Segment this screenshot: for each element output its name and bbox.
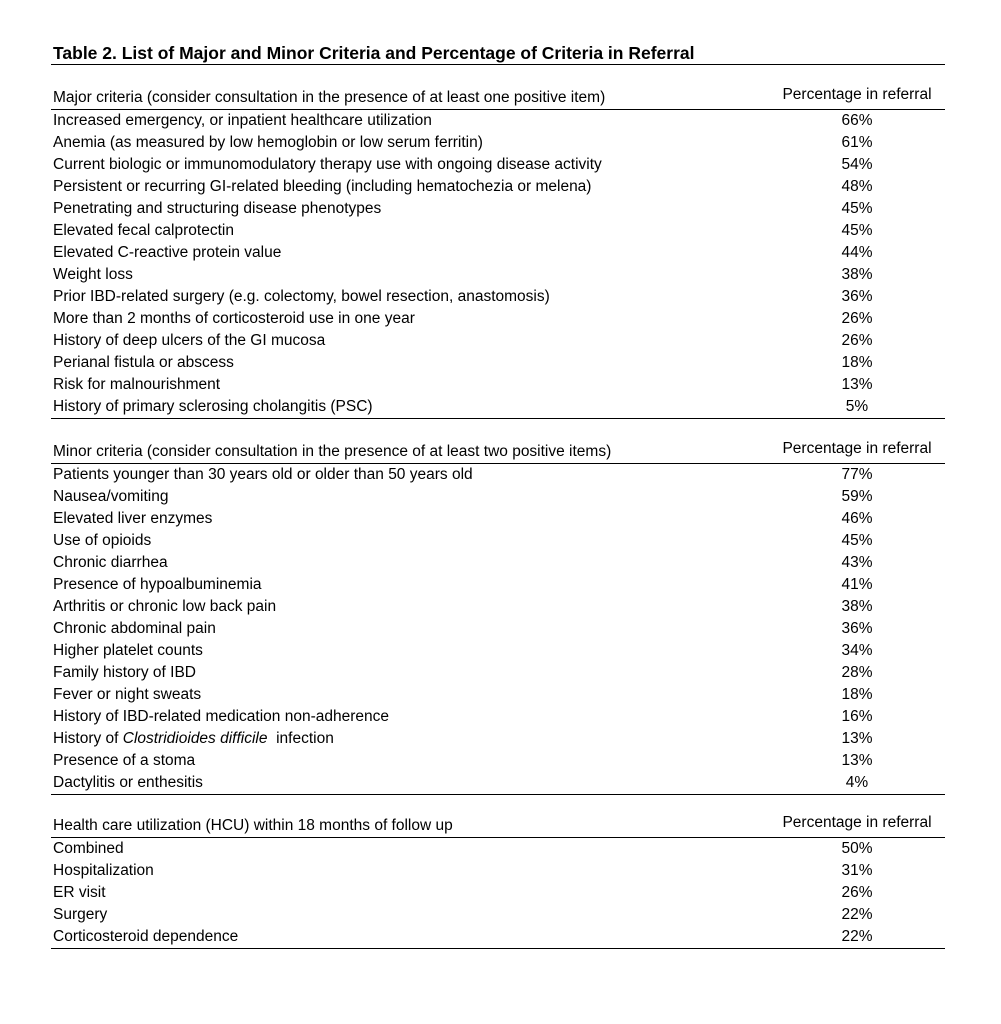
row-label: Presence of hypoalbuminemia bbox=[53, 576, 262, 593]
row-label: Penetrating and structuring disease phenotypes bbox=[53, 200, 382, 217]
row-label: History of deep ulcers of the GI mucosa bbox=[53, 332, 326, 349]
hcu-column-header: Percentage in referral bbox=[782, 814, 932, 831]
table-row bbox=[51, 198, 945, 220]
hcu-header-label: Health care utilization (HCU) within 18 months of follow up bbox=[53, 817, 453, 834]
table-row bbox=[51, 618, 945, 640]
minor-criteria-section bbox=[51, 441, 945, 795]
table-row bbox=[51, 640, 945, 662]
row-label: Surgery bbox=[53, 906, 108, 923]
table-row bbox=[51, 530, 945, 552]
hcu-section bbox=[51, 815, 945, 949]
row-percentage: 48% bbox=[841, 178, 873, 195]
row-label: Presence of a stoma bbox=[53, 752, 196, 769]
row-label: Chronic diarrhea bbox=[53, 554, 168, 571]
row-percentage: 43% bbox=[841, 554, 873, 571]
row-label: Elevated C-reactive protein value bbox=[53, 244, 282, 261]
row-percentage: 38% bbox=[841, 266, 873, 283]
minor-end-rule bbox=[51, 794, 945, 795]
row-label-suffix: infection bbox=[267, 730, 334, 747]
row-percentage: 45% bbox=[841, 532, 873, 549]
major-rows bbox=[51, 110, 945, 418]
table-row bbox=[51, 926, 945, 948]
row-label: Patients younger than 30 years old or older than 50 years old bbox=[53, 466, 473, 483]
table-row bbox=[51, 750, 945, 772]
table-row bbox=[51, 464, 945, 486]
row-percentage: 41% bbox=[841, 576, 873, 593]
table-row bbox=[51, 508, 945, 530]
row-label: Elevated liver enzymes bbox=[53, 510, 213, 527]
row-label: Hospitalization bbox=[53, 862, 154, 879]
minor-rows bbox=[51, 464, 945, 794]
table-row bbox=[51, 154, 945, 176]
row-label: Fever or night sweats bbox=[53, 686, 202, 703]
table-row bbox=[51, 176, 945, 198]
table-row bbox=[51, 684, 945, 706]
row-label: Prior IBD-related surgery (e.g. colectomy, bowel resection, anastomosis) bbox=[53, 288, 550, 305]
row-label: Chronic abdominal pain bbox=[53, 620, 216, 637]
table-row bbox=[51, 662, 945, 684]
table-row bbox=[51, 220, 945, 242]
table-row bbox=[51, 330, 945, 352]
table-row bbox=[51, 772, 945, 794]
row-percentage: 16% bbox=[841, 708, 873, 725]
row-percentage: 31% bbox=[841, 862, 873, 879]
minor-header-row bbox=[51, 441, 945, 463]
row-percentage: 5% bbox=[845, 398, 869, 415]
row-percentage: 26% bbox=[841, 332, 873, 349]
hcu-header-row bbox=[51, 815, 945, 837]
table-row bbox=[51, 552, 945, 574]
major-criteria-section bbox=[51, 87, 945, 419]
row-percentage: 22% bbox=[841, 928, 873, 945]
row-percentage: 50% bbox=[841, 840, 873, 857]
table-row bbox=[51, 728, 945, 750]
row-label: ER visit bbox=[53, 884, 106, 901]
table-row bbox=[51, 374, 945, 396]
row-percentage: 13% bbox=[841, 376, 873, 393]
row-label: Increased emergency, or inpatient healthcare utilization bbox=[53, 112, 432, 129]
row-percentage: 45% bbox=[841, 200, 873, 217]
table-row bbox=[51, 860, 945, 882]
row-label: Risk for malnourishment bbox=[53, 376, 221, 393]
row-label bbox=[53, 728, 334, 750]
row-percentage: 46% bbox=[841, 510, 873, 527]
row-label-prefix: History of bbox=[53, 730, 123, 747]
table-title: Table 2. List of Major and Minor Criteria and Percentage of Criteria in Referral bbox=[53, 43, 695, 63]
row-label: More than 2 months of corticosteroid use in one year bbox=[53, 310, 415, 327]
hcu-rows bbox=[51, 838, 945, 948]
hcu-end-rule bbox=[51, 948, 945, 949]
row-percentage: 77% bbox=[841, 466, 873, 483]
row-percentage: 59% bbox=[841, 488, 873, 505]
table-row bbox=[51, 904, 945, 926]
row-label: Current biologic or immunomodulatory therapy use with ongoing disease activity bbox=[53, 156, 602, 173]
row-percentage: 61% bbox=[841, 134, 873, 151]
row-percentage: 22% bbox=[841, 906, 873, 923]
table-row bbox=[51, 838, 945, 860]
major-column-header: Percentage in referral bbox=[782, 86, 932, 103]
row-label: Corticosteroid dependence bbox=[53, 928, 239, 945]
row-label: Higher platelet counts bbox=[53, 642, 203, 659]
row-label: Elevated fecal calprotectin bbox=[53, 222, 234, 239]
row-percentage: 18% bbox=[841, 354, 873, 371]
row-percentage: 13% bbox=[841, 730, 873, 747]
row-label: Persistent or recurring GI-related bleeding (including hematochezia or melena) bbox=[53, 178, 592, 195]
table-row bbox=[51, 352, 945, 374]
row-label: Combined bbox=[53, 840, 124, 857]
row-percentage: 36% bbox=[841, 288, 873, 305]
table-row bbox=[51, 596, 945, 618]
row-percentage: 28% bbox=[841, 664, 873, 681]
row-label: Family history of IBD bbox=[53, 664, 196, 681]
row-percentage: 45% bbox=[841, 222, 873, 239]
row-percentage: 13% bbox=[841, 752, 873, 769]
row-label: History of primary sclerosing cholangitis (PSC) bbox=[53, 398, 373, 415]
row-percentage: 18% bbox=[841, 686, 873, 703]
row-percentage: 26% bbox=[841, 884, 873, 901]
table-row bbox=[51, 110, 945, 132]
row-label-italic: Clostridioides difficile bbox=[122, 730, 268, 747]
table-row bbox=[51, 574, 945, 596]
major-end-rule bbox=[51, 418, 945, 419]
row-percentage: 34% bbox=[841, 642, 873, 659]
row-label: Dactylitis or enthesitis bbox=[53, 774, 203, 791]
row-label: Perianal fistula or abscess bbox=[53, 354, 234, 371]
row-label: Weight loss bbox=[53, 266, 133, 283]
major-header-label: Major criteria (consider consultation in the presence of at least one positive item) bbox=[53, 89, 606, 106]
minor-header-label: Minor criteria (consider consultation in the presence of at least two positive items) bbox=[53, 443, 612, 460]
row-label: Use of opioids bbox=[53, 532, 152, 549]
row-label: Anemia (as measured by low hemoglobin or low serum ferritin) bbox=[53, 134, 483, 151]
major-header-row bbox=[51, 87, 945, 109]
table-row bbox=[51, 396, 945, 418]
table-row bbox=[51, 264, 945, 286]
row-percentage: 36% bbox=[841, 620, 873, 637]
row-percentage: 44% bbox=[841, 244, 873, 261]
table-row bbox=[51, 486, 945, 508]
title-rule bbox=[51, 64, 945, 65]
row-percentage: 4% bbox=[845, 774, 869, 791]
table-row bbox=[51, 132, 945, 154]
table-row bbox=[51, 286, 945, 308]
table-row bbox=[51, 882, 945, 904]
row-percentage: 38% bbox=[841, 598, 873, 615]
row-percentage: 66% bbox=[841, 112, 873, 129]
row-percentage: 26% bbox=[841, 310, 873, 327]
table-row bbox=[51, 242, 945, 264]
table-row bbox=[51, 308, 945, 330]
row-label: Nausea/vomiting bbox=[53, 488, 169, 505]
minor-column-header: Percentage in referral bbox=[782, 440, 932, 457]
row-label: Arthritis or chronic low back pain bbox=[53, 598, 277, 615]
table-row bbox=[51, 706, 945, 728]
row-percentage: 54% bbox=[841, 156, 873, 173]
row-label: History of IBD-related medication non-adherence bbox=[53, 708, 390, 725]
